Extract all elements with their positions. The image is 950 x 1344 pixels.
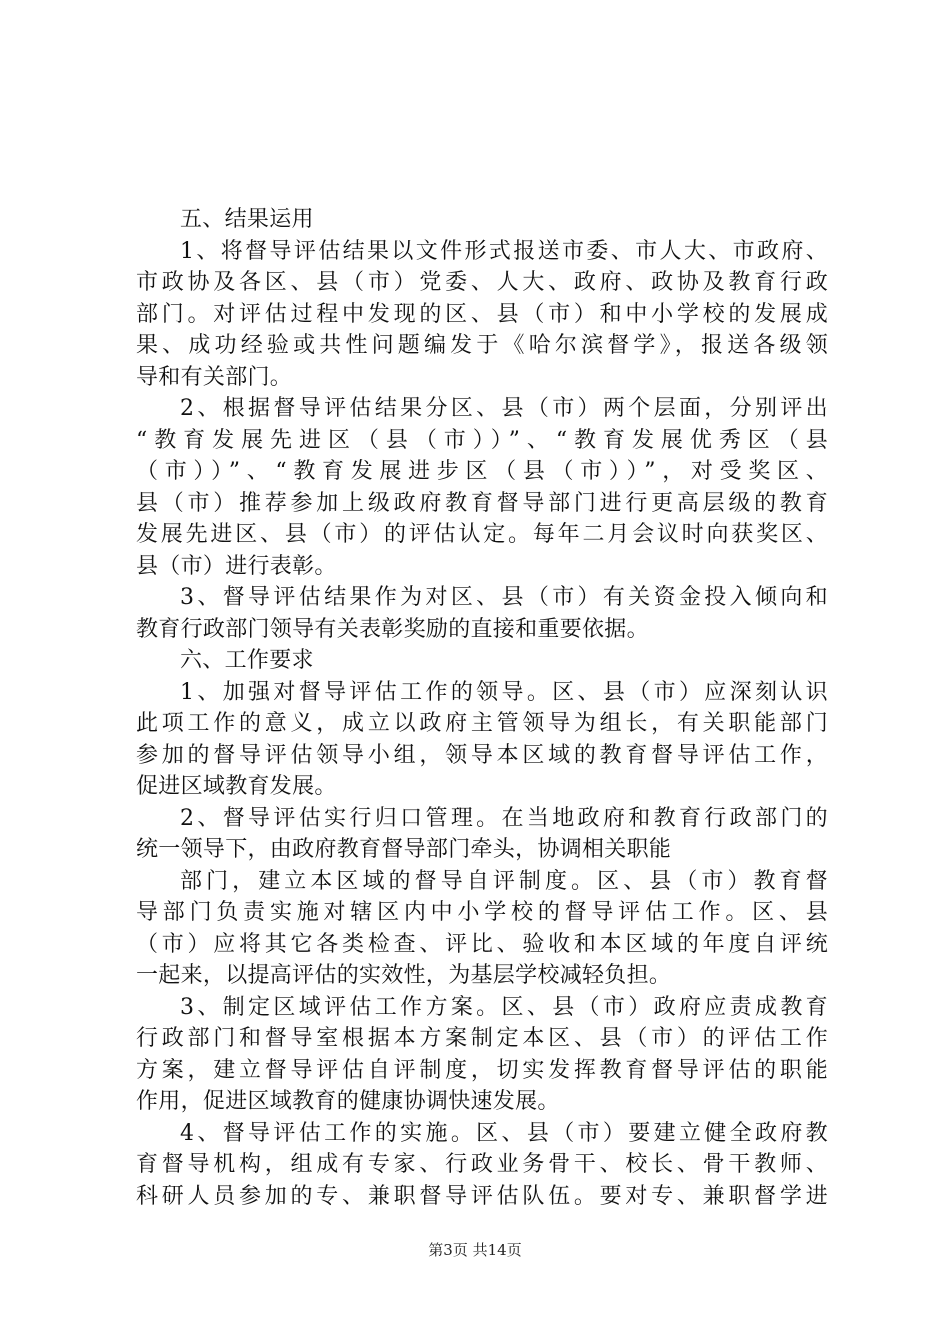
paragraph-line: “教育发展先进区（县（市））”、“教育发展优秀区（县 (136, 427, 828, 453)
paragraph-line: 参加的督导评估领导小组，领导本区域的教育督导评估工作， (136, 742, 828, 768)
paragraph-line: 果、成功经验或共性问题编发于《哈尔滨督学》，报送各级领 (136, 333, 828, 358)
paragraph-line: 2、根据督导评估结果分区、县（市）两个层面，分别评出 (180, 396, 828, 421)
paragraph-line: 此项工作的意义，成立以政府主管领导为组长，有关职能部门 (136, 711, 828, 736)
paragraph-line: 3、督导评估结果作为对区、县（市）有关资金投入倾向和 (180, 585, 828, 610)
paragraph-line: 市政协及各区、县（市）党委、人大、政府、政协及教育行政 (136, 270, 828, 295)
paragraph-line: 1、将督导评估结果以文件形式报送市委、市人大、市政府、 (180, 238, 828, 264)
paragraph-line: 教育行政部门领导有关表彰奖励的直接和重要依据。 (136, 616, 649, 642)
paragraph-line: 科研人员参加的专、兼职督导评估队伍。要对专、兼职督学进 (136, 1183, 828, 1209)
paragraph-line: 2、督导评估实行归口管理。在当地政府和教育行政部门的 (180, 805, 828, 831)
section-heading: 六、工作要求 (180, 648, 314, 673)
paragraph-line: 县（市）推荐参加上级政府教育督导部门进行更高层级的教育 (136, 490, 828, 516)
paragraph-line: 部门，建立本区域的督导自评制度。区、县（市）教育督 (180, 868, 828, 894)
paragraph-line: 部门。对评估过程中发现的区、县（市）和中小学校的发展成 (136, 301, 828, 327)
paragraph-line: 一起来，以提高评估的实效性，为基层学校减轻负担。 (136, 963, 672, 988)
paragraph-line: 3、制定区域评估工作方案。区、县（市）政府应责成教育 (180, 994, 828, 1020)
paragraph-line: 作用，促进区域教育的健康协调快速发展。 (136, 1089, 560, 1114)
paragraph-line: 促进区域教育发展。 (136, 774, 337, 799)
paragraph-line: 方案，建立督导评估自评制度，切实发挥教育督导评估的职能 (136, 1057, 828, 1083)
paragraph-line: （市）应将其它各类检查、评比、验收和本区域的年度自评统 (136, 931, 828, 957)
document-body (136, 204, 828, 1212)
paragraph-line: 发展先进区、县（市）的评估认定。每年二月会议时向获奖区、 (136, 522, 828, 547)
paragraph-line: 4、督导评估工作的实施。区、县（市）要建立健全政府教 (180, 1120, 828, 1146)
paragraph-line: （市））”、“教育发展进步区（县（市））”，对受奖区、 (136, 459, 828, 484)
paragraph-line: 育督导机构，组成有专家、行政业务骨干、校长、骨干教师、 (136, 1152, 828, 1177)
paragraph-line: 县（市）进行表彰。 (136, 553, 337, 579)
paragraph-line: 统一领导下，由政府教育督导部门牵头，协调相关职能 (136, 837, 672, 862)
paragraph-line: 行政部门和督导室根据本方案制定本区、县（市）的评估工作 (136, 1026, 828, 1051)
page-number-footer: 第3页 共14页 (428, 1241, 522, 1259)
paragraph-line: 导部门负责实施对辖区内中小学校的督导评估工作。区、县 (136, 900, 828, 925)
paragraph-line: 1、加强对督导评估工作的领导。区、县（市）应深刻认识 (180, 679, 828, 705)
section-heading: 五、结果运用 (180, 207, 314, 232)
paragraph-line: 导和有关部门。 (136, 364, 293, 390)
